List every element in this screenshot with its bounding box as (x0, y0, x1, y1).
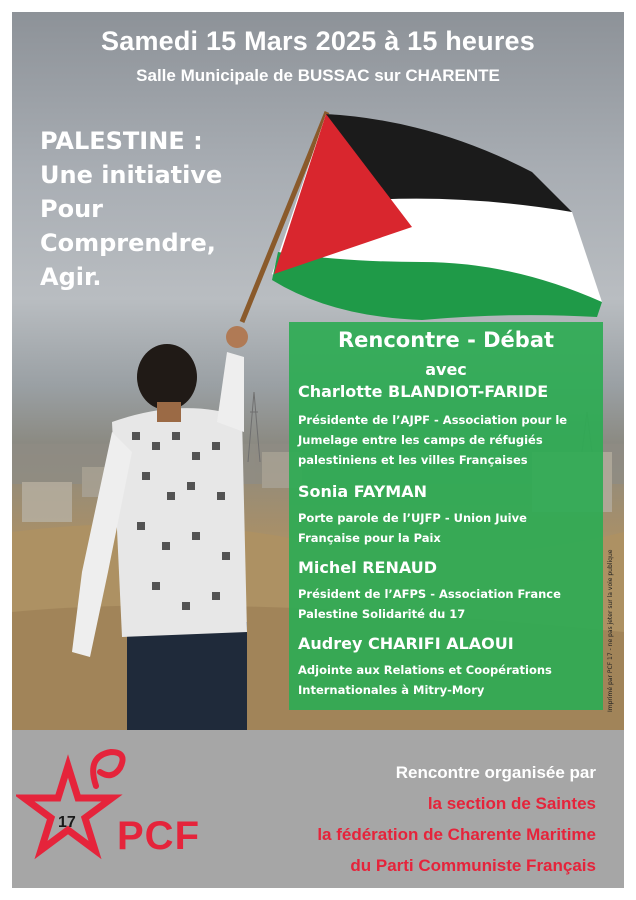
speaker-description: Président de l’AFPS - Association France Palestine Solidarité du 17 (298, 587, 561, 621)
panel-avec: avec (425, 360, 467, 379)
speaker-name: Charlotte BLANDIOT-FARIDE (298, 382, 549, 401)
speaker-name: Sonia FAYMAN (298, 482, 427, 501)
panel-title: Rencontre - Débat (337, 328, 555, 352)
event-date: Samedi 15 Mars 2025 à 15 heures (101, 26, 535, 56)
speaker-description: Porte parole de l’UJFP - Union Juive Française pour la Paix (298, 511, 527, 545)
speaker-name: Michel RENAUD (298, 558, 437, 577)
title-line: Comprendre, (40, 229, 216, 257)
organizer-line: la section de Saintes (427, 794, 596, 813)
logo-number: 17 (58, 814, 76, 831)
logo-text: PCF (117, 814, 200, 858)
organizer-heading: Rencontre organisée par (395, 763, 596, 782)
event-venue: Salle Municipale de BUSSAC sur CHARENTE (136, 66, 500, 85)
organizer-line: la fédération de Charente Maritime (317, 825, 596, 844)
palestinian-flag (272, 114, 602, 320)
organizer-line: du Parti Communiste Français (350, 856, 596, 875)
title-line: Agir. (40, 263, 102, 291)
speaker-description: Adjointe aux Relations et Coopérations Internationales à Mitry-Mory (298, 663, 552, 697)
title-line: Une initiative (40, 161, 223, 189)
imprint-note: Imprimé par PCF 17 - ne pas jeter sur la voie publique (607, 549, 614, 712)
poster-title (40, 124, 222, 294)
title-line: Pour (40, 195, 103, 223)
footer-band (12, 730, 624, 888)
speakers-panel (289, 322, 603, 710)
title-line: PALESTINE : (40, 127, 203, 155)
speaker-name: Audrey CHARIFI ALAOUI (298, 634, 514, 653)
speaker-description: Présidente de l’AJPF - Association pour le Jumelage entre les camps de réfugiés palestiniens et les villes Françaises (298, 413, 568, 467)
